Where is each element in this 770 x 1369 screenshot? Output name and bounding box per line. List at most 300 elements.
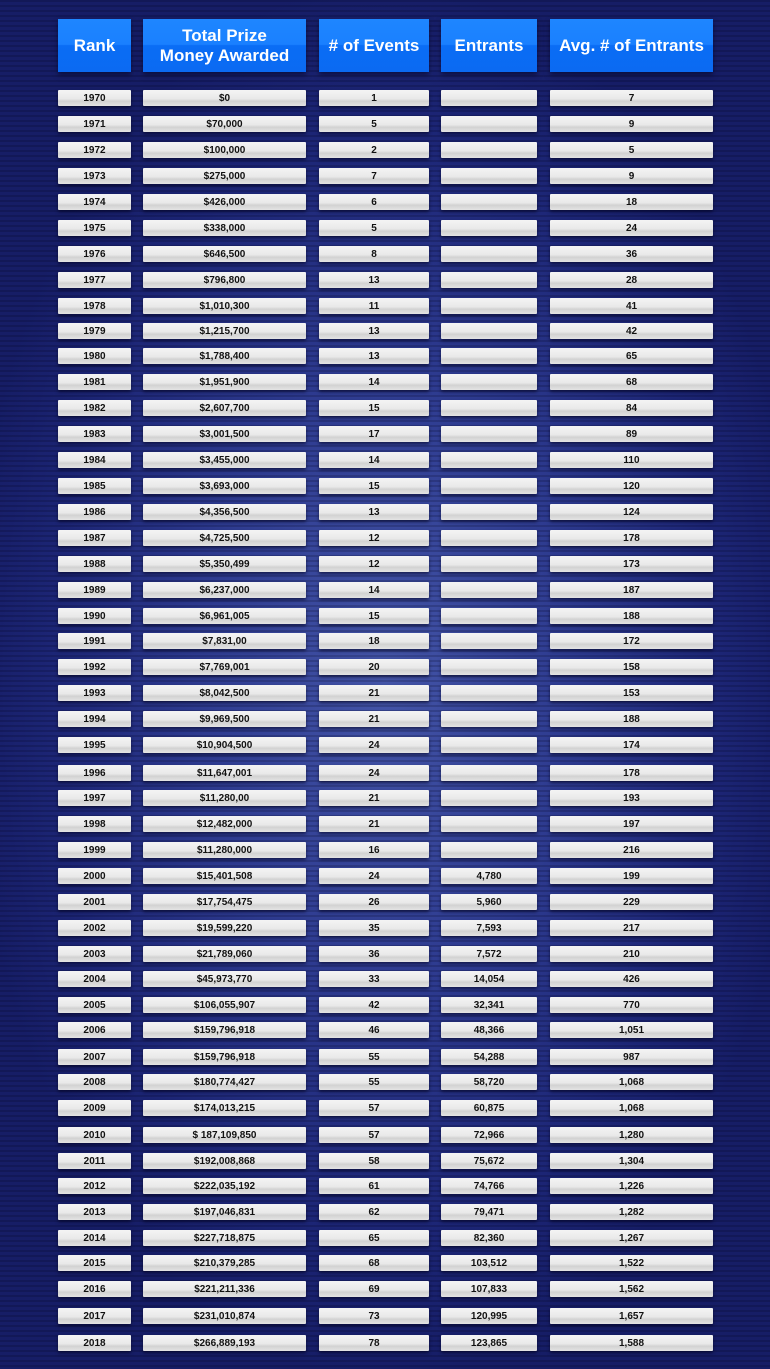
year-cell: 2003 [58,946,131,962]
table-row [0,1204,770,1220]
year-cell: 2002 [58,920,131,936]
entrants-cell: 120,995 [441,1308,537,1324]
entrants-cell [441,298,537,314]
table-row [0,582,770,598]
events-cell: 21 [319,790,429,806]
year-cell: 1980 [58,348,131,364]
year-cell: 2005 [58,997,131,1013]
table-row [0,633,770,649]
events-cell: 11 [319,298,429,314]
entrants-cell [441,478,537,494]
avg-entrants-cell: 216 [550,842,713,858]
avg-entrants-cell: 1,588 [550,1335,713,1351]
entrants-cell [441,530,537,546]
avg-entrants-cell: 1,280 [550,1127,713,1143]
prize-cell: $106,055,907 [143,997,306,1013]
entrants-cell: 72,966 [441,1127,537,1143]
avg-entrants-cell: 187 [550,582,713,598]
header-rank-label: Rank [73,35,116,55]
prize-cell: $159,796,918 [143,1022,306,1038]
prize-cell: $197,046,831 [143,1204,306,1220]
avg-entrants-cell: 1,051 [550,1022,713,1038]
entrants-cell [441,633,537,649]
events-cell: 13 [319,272,429,288]
prize-cell: $3,455,000 [143,452,306,468]
year-cell: 1976 [58,246,131,262]
table-row [0,1153,770,1169]
year-cell: 1970 [58,90,131,106]
prize-cell: $2,607,700 [143,400,306,416]
year-cell: 1979 [58,323,131,339]
entrants-cell [441,168,537,184]
year-cell: 1975 [58,220,131,236]
avg-entrants-cell: 770 [550,997,713,1013]
avg-entrants-cell: 174 [550,737,713,753]
events-cell: 21 [319,685,429,701]
avg-entrants-cell: 9 [550,168,713,184]
year-cell: 2018 [58,1335,131,1351]
year-cell: 1992 [58,659,131,675]
entrants-cell [441,685,537,701]
year-cell: 2014 [58,1230,131,1246]
entrants-cell [441,374,537,390]
events-cell: 21 [319,711,429,727]
header-prize-money [143,19,306,72]
year-cell: 2008 [58,1074,131,1090]
avg-entrants-cell: 9 [550,116,713,132]
events-cell: 33 [319,971,429,987]
table-row [0,246,770,262]
avg-entrants-cell: 24 [550,220,713,236]
entrants-cell [441,556,537,572]
prize-cell: $3,001,500 [143,426,306,442]
avg-entrants-cell: 153 [550,685,713,701]
events-cell: 12 [319,530,429,546]
entrants-cell [441,765,537,781]
entrants-cell: 32,341 [441,997,537,1013]
table-row [0,374,770,390]
table-row [0,868,770,884]
year-cell: 1972 [58,142,131,158]
events-cell: 15 [319,400,429,416]
avg-entrants-cell: 1,267 [550,1230,713,1246]
entrants-cell [441,272,537,288]
table-row [0,168,770,184]
entrants-cell [441,323,537,339]
entrants-cell: 54,288 [441,1049,537,1065]
table-row [0,659,770,675]
entrants-cell [441,116,537,132]
prize-cell: $426,000 [143,194,306,210]
avg-entrants-cell: 1,068 [550,1074,713,1090]
avg-entrants-cell: 987 [550,1049,713,1065]
year-cell: 2011 [58,1153,131,1169]
avg-entrants-cell: 18 [550,194,713,210]
entrants-cell [441,659,537,675]
year-cell: 1971 [58,116,131,132]
entrants-cell [441,842,537,858]
events-cell: 62 [319,1204,429,1220]
prize-cell: $1,010,300 [143,298,306,314]
year-cell: 2012 [58,1178,131,1194]
events-cell: 8 [319,246,429,262]
header-prize-line2: Money Awarded [159,45,290,65]
avg-entrants-cell: 41 [550,298,713,314]
entrants-cell: 103,512 [441,1255,537,1271]
entrants-cell: 5,960 [441,894,537,910]
events-cell: 21 [319,816,429,832]
table-row [0,1335,770,1351]
events-cell: 7 [319,168,429,184]
events-cell: 15 [319,608,429,624]
entrants-cell: 14,054 [441,971,537,987]
avg-entrants-cell: 188 [550,711,713,727]
table-row [0,478,770,494]
prize-cell: $221,211,336 [143,1281,306,1297]
table-row [0,997,770,1013]
prize-cell: $0 [143,90,306,106]
avg-entrants-cell: 124 [550,504,713,520]
avg-entrants-cell: 42 [550,323,713,339]
prize-cell: $1,215,700 [143,323,306,339]
header-rank [58,19,131,72]
entrants-cell: 107,833 [441,1281,537,1297]
table-row [0,1255,770,1271]
prize-cell: $45,973,770 [143,971,306,987]
table-row [0,608,770,624]
events-cell: 14 [319,374,429,390]
avg-entrants-cell: 1,304 [550,1153,713,1169]
year-cell: 1977 [58,272,131,288]
avg-entrants-cell: 110 [550,452,713,468]
events-cell: 24 [319,868,429,884]
year-cell: 2004 [58,971,131,987]
prize-cell: $5,350,499 [143,556,306,572]
avg-entrants-cell: 178 [550,530,713,546]
year-cell: 1978 [58,298,131,314]
prize-cell: $266,889,193 [143,1335,306,1351]
year-cell: 1973 [58,168,131,184]
prize-cell: $19,599,220 [143,920,306,936]
events-cell: 13 [319,323,429,339]
events-cell: 36 [319,946,429,962]
avg-entrants-cell: 158 [550,659,713,675]
prize-cell: $11,280,00 [143,790,306,806]
table-row [0,90,770,106]
avg-entrants-cell: 172 [550,633,713,649]
entrants-cell [441,816,537,832]
year-cell: 1974 [58,194,131,210]
events-cell: 46 [319,1022,429,1038]
prize-cell: $100,000 [143,142,306,158]
avg-entrants-cell: 5 [550,142,713,158]
avg-entrants-cell: 1,657 [550,1308,713,1324]
table-row [0,1308,770,1324]
prize-cell: $338,000 [143,220,306,236]
table-row [0,323,770,339]
year-cell: 1989 [58,582,131,598]
year-cell: 1997 [58,790,131,806]
events-cell: 58 [319,1153,429,1169]
entrants-cell: 79,471 [441,1204,537,1220]
prize-cell: $6,961,005 [143,608,306,624]
entrants-cell [441,348,537,364]
table-row [0,1127,770,1143]
avg-entrants-cell: 28 [550,272,713,288]
prize-cell: $4,356,500 [143,504,306,520]
events-cell: 18 [319,633,429,649]
prize-cell: $11,280,000 [143,842,306,858]
table-row [0,737,770,753]
avg-entrants-cell: 7 [550,90,713,106]
table-row [0,220,770,236]
year-cell: 1988 [58,556,131,572]
year-cell: 2016 [58,1281,131,1297]
avg-entrants-cell: 89 [550,426,713,442]
avg-entrants-cell: 193 [550,790,713,806]
events-cell: 2 [319,142,429,158]
header-events [319,19,429,72]
table-row [0,920,770,936]
year-cell: 1987 [58,530,131,546]
table-row [0,530,770,546]
events-cell: 5 [319,220,429,236]
year-cell: 1984 [58,452,131,468]
year-cell: 2010 [58,1127,131,1143]
avg-entrants-cell: 426 [550,971,713,987]
prize-cell: $21,789,060 [143,946,306,962]
prize-cell: $1,951,900 [143,374,306,390]
prize-cell: $192,008,868 [143,1153,306,1169]
events-cell: 42 [319,997,429,1013]
year-cell: 1994 [58,711,131,727]
events-cell: 65 [319,1230,429,1246]
events-cell: 14 [319,582,429,598]
year-cell: 1999 [58,842,131,858]
events-cell: 6 [319,194,429,210]
year-cell: 1981 [58,374,131,390]
events-cell: 57 [319,1127,429,1143]
entrants-cell [441,790,537,806]
events-cell: 55 [319,1074,429,1090]
year-cell: 1995 [58,737,131,753]
year-cell: 1986 [58,504,131,520]
events-cell: 73 [319,1308,429,1324]
events-cell: 26 [319,894,429,910]
avg-entrants-cell: 65 [550,348,713,364]
table-row [0,426,770,442]
entrants-cell: 4,780 [441,868,537,884]
entrants-cell [441,608,537,624]
prize-cell: $3,693,000 [143,478,306,494]
events-cell: 68 [319,1255,429,1271]
table-row [0,1022,770,1038]
events-cell: 13 [319,348,429,364]
year-cell: 2007 [58,1049,131,1065]
header-events-label: # of Events [328,35,420,55]
entrants-cell [441,220,537,236]
avg-entrants-cell: 188 [550,608,713,624]
year-cell: 1990 [58,608,131,624]
prize-cell: $7,769,001 [143,659,306,675]
prize-cell: $159,796,918 [143,1049,306,1065]
avg-entrants-cell: 173 [550,556,713,572]
year-cell: 1982 [58,400,131,416]
table-row [0,1049,770,1065]
year-cell: 1983 [58,426,131,442]
entrants-cell [441,194,537,210]
prize-cell: $15,401,508 [143,868,306,884]
events-cell: 12 [319,556,429,572]
entrants-cell: 74,766 [441,1178,537,1194]
entrants-cell [441,142,537,158]
table-row [0,971,770,987]
header-prize-line1: Total Prize [182,25,267,45]
prize-cell: $4,725,500 [143,530,306,546]
avg-entrants-cell: 178 [550,765,713,781]
prize-cell: $231,010,874 [143,1308,306,1324]
table-row [0,842,770,858]
year-cell: 1998 [58,816,131,832]
avg-entrants-cell: 68 [550,374,713,390]
entrants-cell [441,504,537,520]
year-cell: 2006 [58,1022,131,1038]
events-cell: 57 [319,1100,429,1116]
entrants-cell [441,711,537,727]
prize-cell: $6,237,000 [143,582,306,598]
table-row [0,298,770,314]
entrants-cell: 123,865 [441,1335,537,1351]
events-cell: 5 [319,116,429,132]
year-cell: 2013 [58,1204,131,1220]
year-cell: 1991 [58,633,131,649]
avg-entrants-cell: 1,562 [550,1281,713,1297]
entrants-cell [441,246,537,262]
table-row [0,711,770,727]
avg-entrants-cell: 1,522 [550,1255,713,1271]
prize-cell: $12,482,000 [143,816,306,832]
entrants-cell: 7,572 [441,946,537,962]
events-cell: 55 [319,1049,429,1065]
header-avg-label: Avg. # of Entrants [559,35,704,55]
avg-entrants-cell: 217 [550,920,713,936]
events-cell: 16 [319,842,429,858]
table-row [0,452,770,468]
events-cell: 13 [319,504,429,520]
year-cell: 2015 [58,1255,131,1271]
events-cell: 24 [319,765,429,781]
entrants-cell: 60,875 [441,1100,537,1116]
year-cell: 2000 [58,868,131,884]
entrants-cell [441,426,537,442]
prize-cell: $210,379,285 [143,1255,306,1271]
year-cell: 1993 [58,685,131,701]
table-row [0,142,770,158]
table-row [0,765,770,781]
prize-cell: $10,904,500 [143,737,306,753]
table-row [0,685,770,701]
avg-entrants-cell: 197 [550,816,713,832]
avg-entrants-cell: 36 [550,246,713,262]
entrants-cell: 48,366 [441,1022,537,1038]
table-row [0,272,770,288]
entrants-cell: 7,593 [441,920,537,936]
avg-entrants-cell: 1,226 [550,1178,713,1194]
table-row [0,348,770,364]
header-entrants-label: Entrants [454,35,524,55]
table-row [0,1178,770,1194]
events-cell: 69 [319,1281,429,1297]
prize-cell: $222,035,192 [143,1178,306,1194]
table-row [0,1281,770,1297]
year-cell: 2009 [58,1100,131,1116]
table-row [0,556,770,572]
events-cell: 24 [319,737,429,753]
prize-cell: $180,774,427 [143,1074,306,1090]
entrants-cell [441,400,537,416]
events-cell: 15 [319,478,429,494]
entrants-cell: 82,360 [441,1230,537,1246]
prize-cell: $646,500 [143,246,306,262]
table-row [0,116,770,132]
table-row [0,894,770,910]
avg-entrants-cell: 120 [550,478,713,494]
year-cell: 2017 [58,1308,131,1324]
entrants-cell [441,737,537,753]
prize-cell: $275,000 [143,168,306,184]
prize-cell: $227,718,875 [143,1230,306,1246]
avg-entrants-cell: 210 [550,946,713,962]
year-cell: 1985 [58,478,131,494]
prize-cell: $8,042,500 [143,685,306,701]
avg-entrants-cell: 1,282 [550,1204,713,1220]
events-cell: 20 [319,659,429,675]
prize-cell: $796,800 [143,272,306,288]
entrants-cell [441,90,537,106]
entrants-cell [441,452,537,468]
events-cell: 78 [319,1335,429,1351]
table-row [0,790,770,806]
year-cell: 1996 [58,765,131,781]
events-cell: 1 [319,90,429,106]
header-avg-entrants [550,19,713,72]
table-row [0,1100,770,1116]
prize-cell: $ 187,109,850 [143,1127,306,1143]
table-row [0,816,770,832]
table-row [0,946,770,962]
table-row [0,194,770,210]
events-cell: 35 [319,920,429,936]
header-entrants [441,19,537,72]
entrants-cell [441,582,537,598]
events-cell: 17 [319,426,429,442]
prize-cell: $70,000 [143,116,306,132]
prize-cell: $9,969,500 [143,711,306,727]
table-row [0,400,770,416]
entrants-cell: 58,720 [441,1074,537,1090]
avg-entrants-cell: 84 [550,400,713,416]
avg-entrants-cell: 1,068 [550,1100,713,1116]
avg-entrants-cell: 229 [550,894,713,910]
table-row [0,1230,770,1246]
year-cell: 2001 [58,894,131,910]
avg-entrants-cell: 199 [550,868,713,884]
prize-cell: $7,831,00 [143,633,306,649]
events-cell: 61 [319,1178,429,1194]
prize-cell: $1,788,400 [143,348,306,364]
events-cell: 14 [319,452,429,468]
entrants-cell: 75,672 [441,1153,537,1169]
